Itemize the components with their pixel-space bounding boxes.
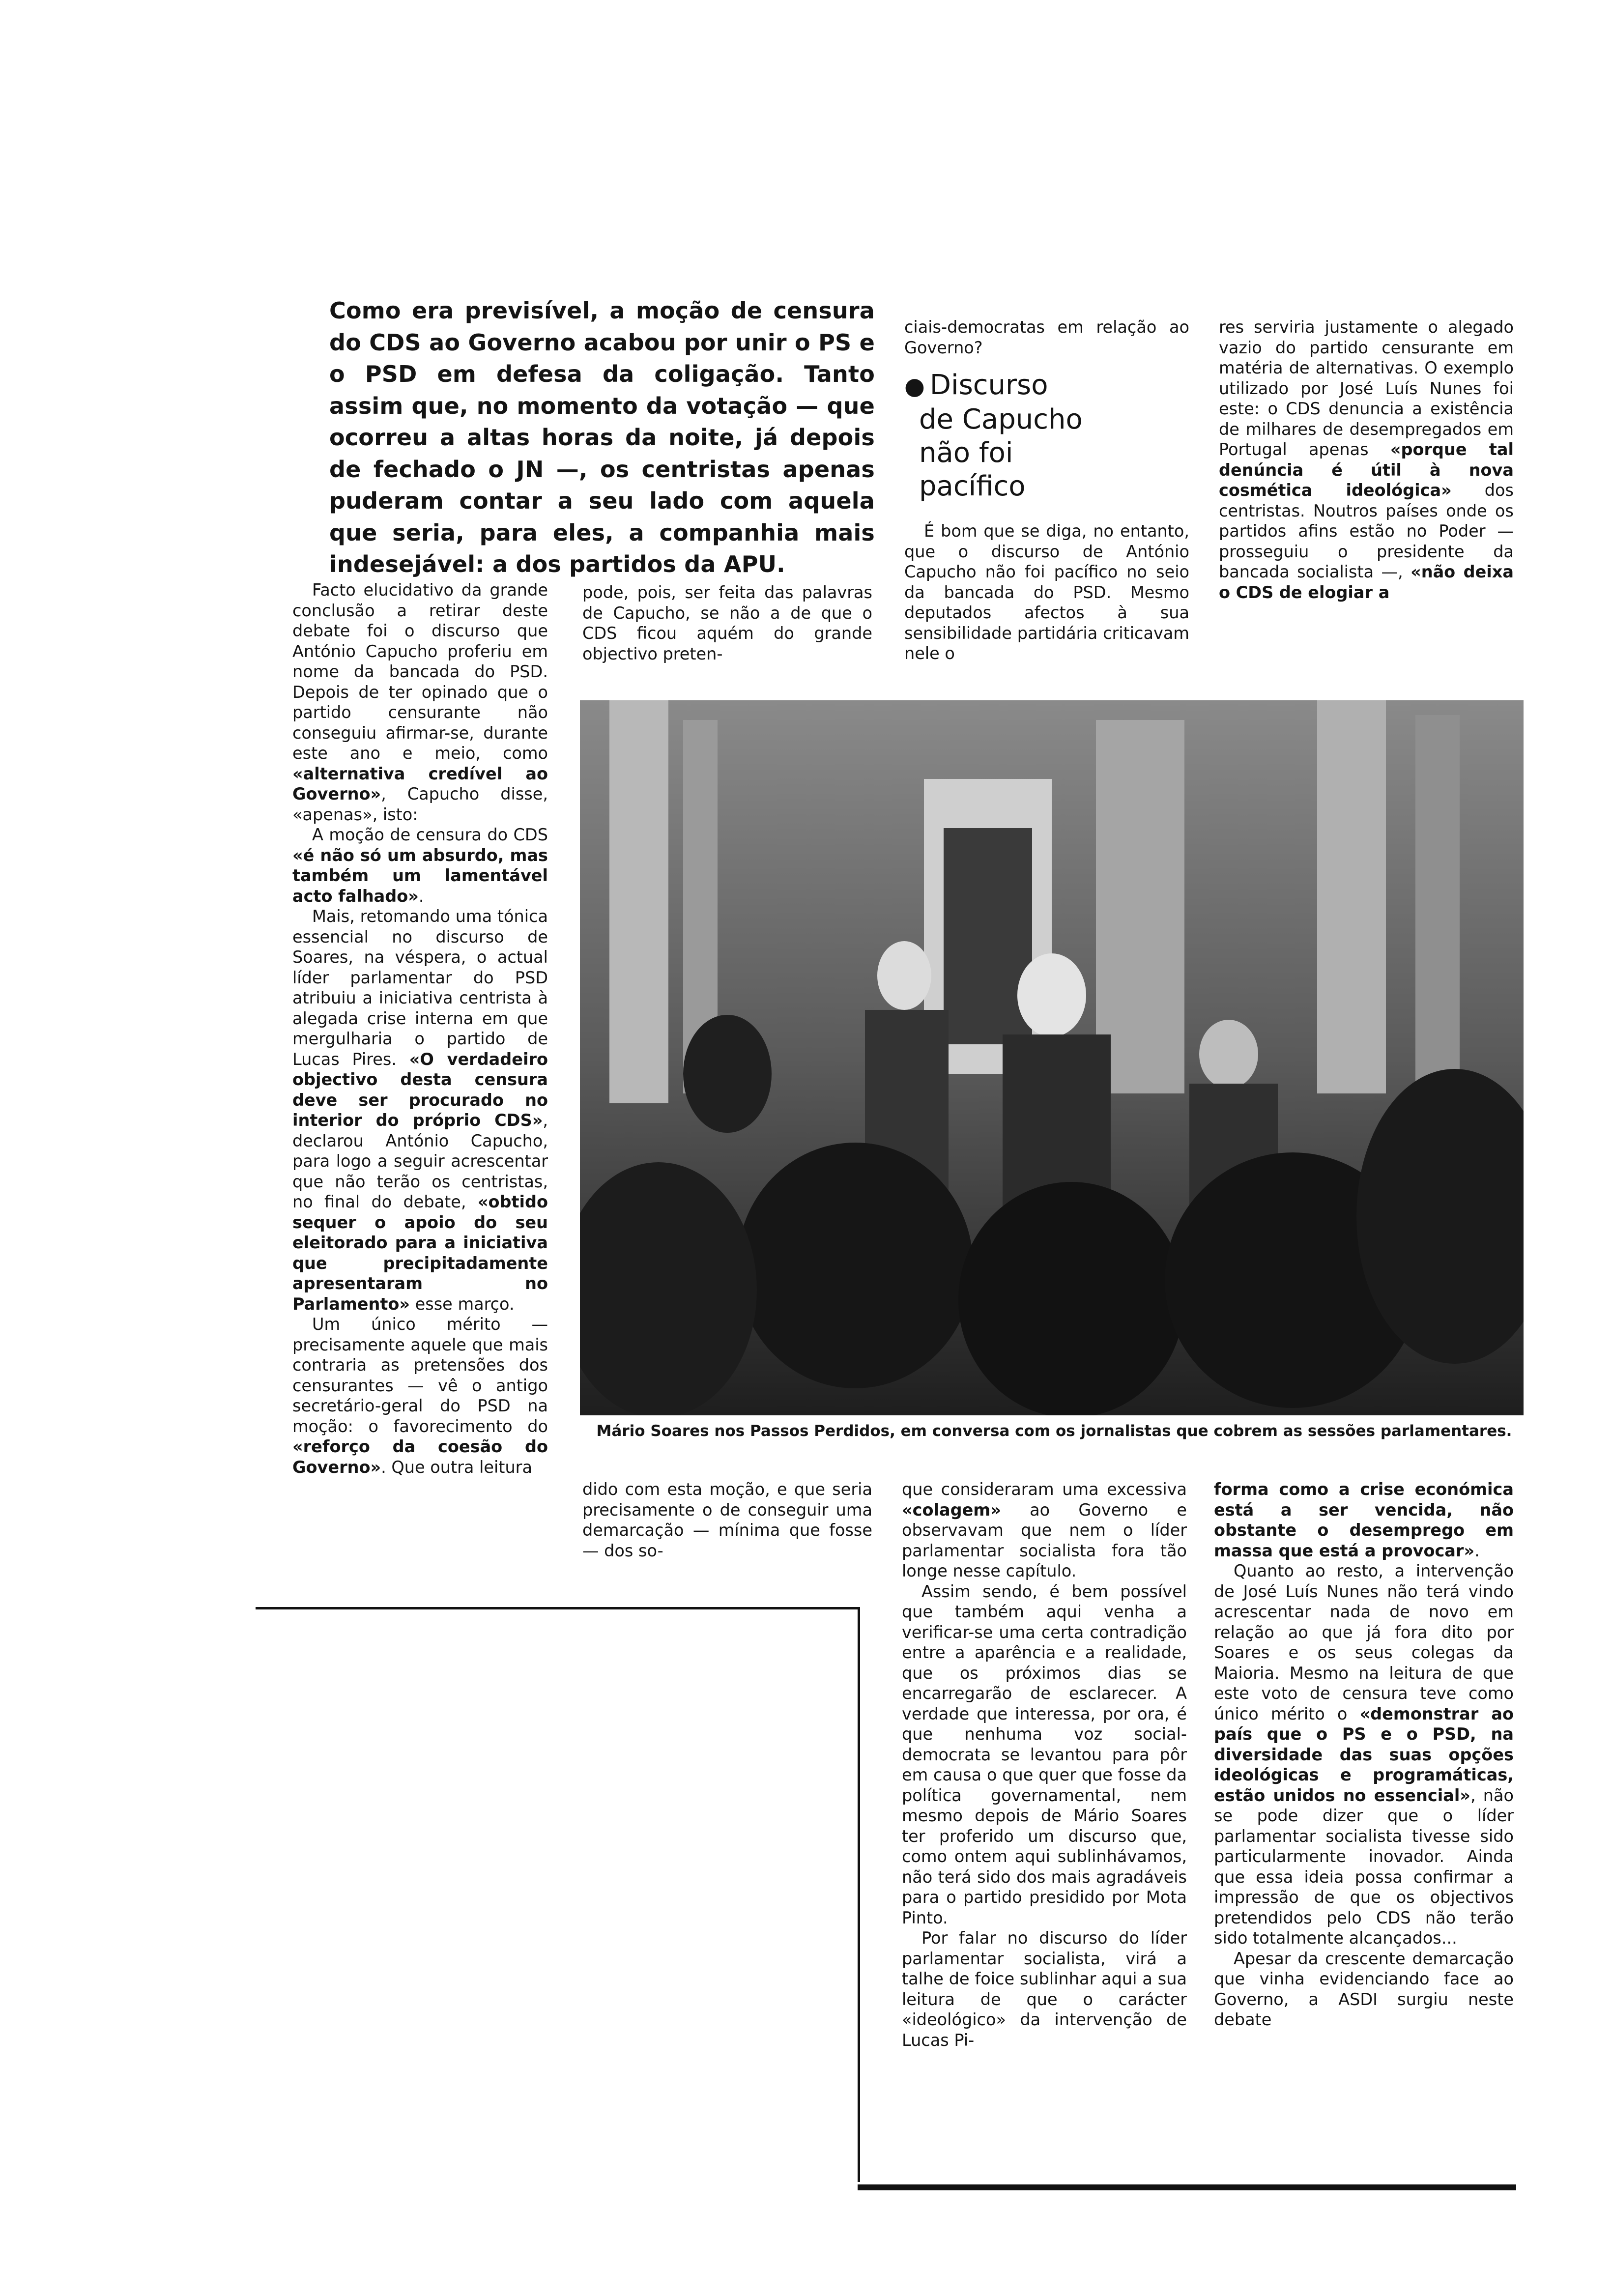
- column-4-bottom: [1214, 1479, 1514, 2030]
- column-2-bottom: [582, 1479, 872, 1561]
- col4-bottom-paragraph-1: forma como a crise económica está a ser vencida, não obstante o desemprego em massa que está a provocar».: [1214, 1480, 1514, 1560]
- col1-paragraph-4: Um único mérito — precisamente aquele que mais contraria as pretensões dos censurantes — vê o antigo secretário-geral do PSD na moção: o favorecimento do «reforço da coesão do Governo». Que outra leitura: [292, 1315, 548, 1477]
- lead-paragraph: Como era previsível, a moção de censura do CDS ao Governo acabou por unir o PS e o PSD em defesa da coligação. Tanto assim que, no momento da votação — que ocorreu a altas horas da noite, já depois de fechado o JN —, os centristas apenas puderam contar a seu lado com aquela que seria, para eles, a companhia mais indesejável: a dos partidos da APU.: [329, 297, 875, 577]
- col3-bottom-paragraph-1: que consideraram uma excessiva «colagem» ao Governo e observavam que nem o líder parlamentar socialista fora tão longe nesse capítulo.: [902, 1480, 1187, 1580]
- col3-mid-text: É bom que se diga, no entanto, que o discurso de António Capucho não foi pacífico no seio da bancada do PSD. Mesmo deputados afectos à sua sensibilidade partidária criticavam nele o: [904, 521, 1189, 663]
- col2-bottom-text: dido com esta moção, e que seria precisamente o de conseguir uma demarcação — mínima que fosse — dos so-: [582, 1480, 872, 1560]
- subhead-line-1: ● Discurso: [904, 369, 1048, 401]
- subhead-line-4: pacífico: [919, 470, 1026, 502]
- column-3-mid: [904, 521, 1189, 664]
- col3-bottom-paragraph-2: Assim sendo, é bem possível que também aqui venha a verificar-se uma certa contradição entre a aparência e a realidade, que os próximos dias se encarregarão de esclarecer. A verdade que interessa, por ora, é que nenhuma voz social-democrata se levantou para pôr em causa o que quer que fosse da política governamental, nem mesmo depois de Mário Soares ter proferido um discurso que, como ontem aqui sublinhávamos, não terá sido dos mais agradáveis para o partido presidido por Mota Pinto.: [902, 1581, 1187, 1927]
- column-4-top: [1219, 317, 1514, 603]
- col4-top-text: res serviria justamente o alegado vazio do partido censurante em matéria de alternativas. O exemplo utilizado por José Luís Nunes foi este: o CDS denuncia a existência de milhares de desempregados em Portugal apenas «porque tal denúncia é útil à nova cosmética ideológica» dos centristas. Noutros países onde os partidos afins estão no Poder — prosseguiu o presidente da bancada socialista —, «não deixa o CDS de elogiar a: [1219, 317, 1514, 602]
- subhead: [904, 369, 1091, 503]
- col3-top-text: ciais-democratas em relação ao Governo?: [904, 317, 1189, 357]
- vertical-rule: [858, 1607, 860, 2182]
- col2-top-text: pode, pois, ser feita das palavras de Capucho, se não a de que o CDS ficou aquém do grande objectivo preten-: [582, 583, 872, 663]
- column-2-top: [582, 582, 872, 664]
- horizontal-rule-left: [256, 1607, 860, 1609]
- photo-illustration: [580, 700, 1524, 1415]
- col4-bottom-paragraph-2: Quanto ao resto, a intervenção de José Luís Nunes não terá vindo acrescentar nada de novo em relação ao que já fora dito por Soares e os seus colegas da Maioria. Mesmo na leitura de que este voto de censura teve como único mérito o «demonstrar ao país que o PS e o PSD, na diversidade das suas opções ideológicas e programáticas, estão unidos no essencial», não se pode dizer que o líder parlamentar socialista tivesse sido particularmente inovador. Ainda que essa ideia possa confirmar a impressão de que os objectivos pretendidos pelo CDS não terão sido totalmente alcançados...: [1214, 1561, 1514, 1948]
- photo-caption: Mário Soares nos Passos Perdidos, em conversa com os jornalistas que cobrem as sessões parlamentares.: [596, 1422, 1512, 1440]
- column-1: [292, 580, 548, 1477]
- subhead-line-3: não foi: [919, 437, 1013, 469]
- bullet-icon: ●: [904, 373, 925, 400]
- horizontal-rule-bottom: [858, 2184, 1516, 2190]
- column-3-top: [904, 317, 1189, 358]
- col3-bottom-paragraph-3: Por falar no discurso do líder parlamentar socialista, virá a talhe de foice sublinhar aqui a sua leitura de que o carácter «ideológico» da intervenção de Lucas Pi-: [902, 1928, 1187, 2050]
- col1-paragraph-2: A moção de censura do CDS «é não só um absurdo, mas também um lamentável acto falhado».: [292, 825, 548, 906]
- column-3-bottom: [902, 1479, 1187, 2050]
- news-photo: [580, 700, 1524, 1415]
- col4-bottom-paragraph-3: Apesar da crescente demarcação que vinha evidenciando face ao Governo, a ASDI surgiu neste debate: [1214, 1949, 1514, 2029]
- subhead-line-2: de Capucho: [919, 403, 1083, 435]
- col1-paragraph-3: Mais, retomando uma tónica essencial no discurso de Soares, na véspera, o actual líder parlamentar do PSD atribuiu a iniciativa centrista à alegada crise interna em que mergulharia o partido de Lucas Pires. «O verdadeiro objectivo desta censura deve ser procurado no interior do próprio CDS», declarou António Capucho, para logo a seguir acrescentar que não terão os centristas, no final do debate, «obtido sequer o apoio do seu eleitorado para a iniciativa que precipitadamente apresentaram no Parlamento» esse março.: [292, 907, 548, 1314]
- col1-paragraph-1: Facto elucidativo da grande conclusão a retirar deste debate foi o discurso que António Capucho proferiu em nome da bancada do PSD. Depois de ter opinado que o partido censurante não conseguiu afirmar-se, durante este ano e meio, como «alternativa credível ao Governo», Capucho disse, «apenas», isto:: [292, 580, 548, 824]
